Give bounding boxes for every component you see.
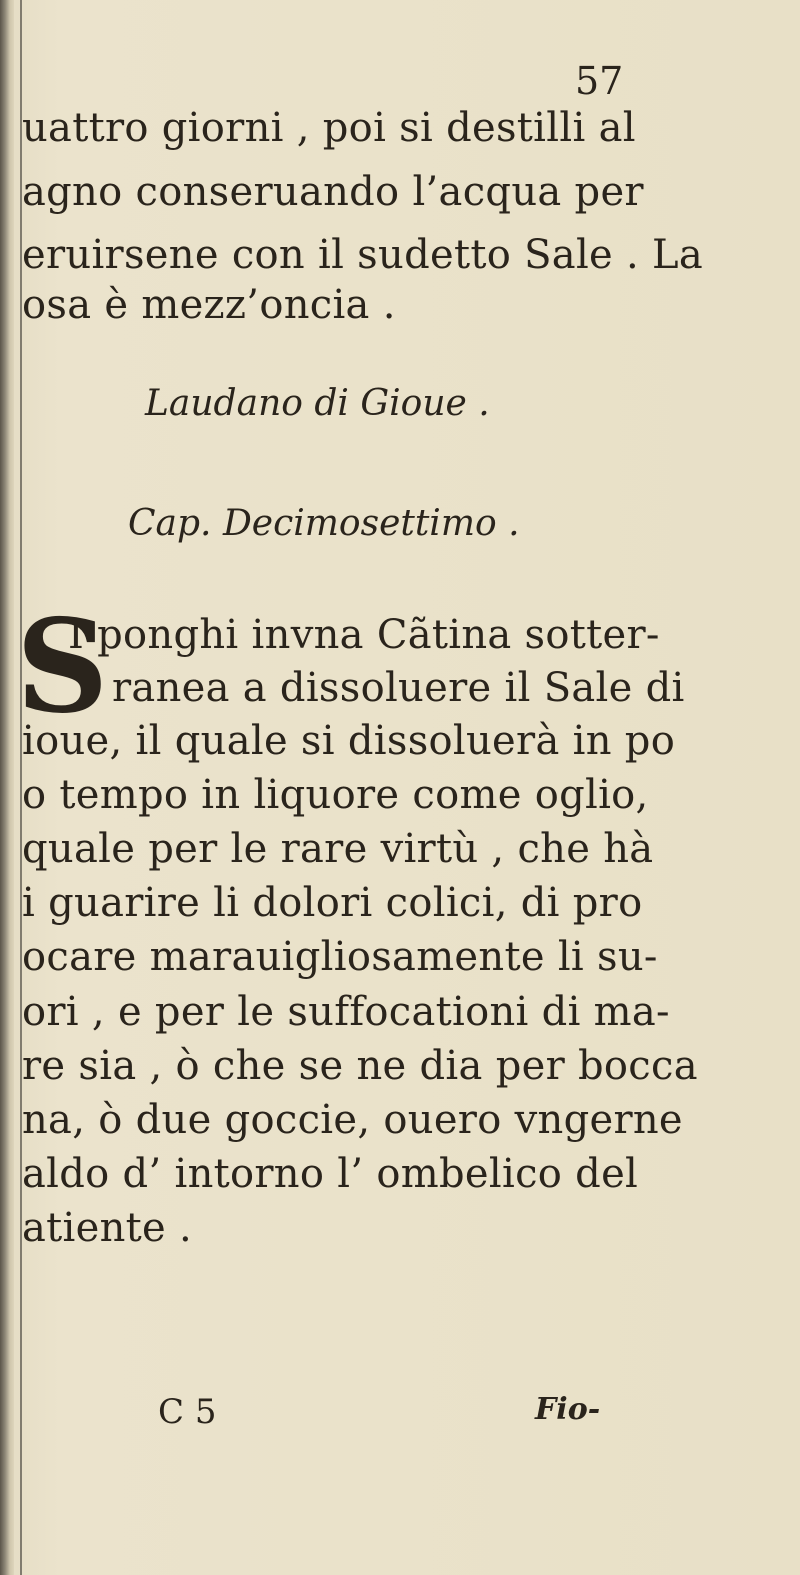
- chapter-heading: Cap. Decimosettimo .: [128, 503, 520, 544]
- text-line: I ponghi invna Cãtina sotter-: [68, 612, 660, 658]
- recipe-title: Laudano di Gioue .: [145, 383, 490, 424]
- signature-mark: C 5: [158, 1392, 217, 1432]
- binding-edge: [0, 0, 14, 1575]
- page-number: 57: [575, 59, 624, 103]
- text-line: ranea a dissoluere il Sale di: [112, 665, 685, 711]
- text-line: ioue, il quale si dissoluerà in po: [22, 718, 676, 764]
- text-line: re sia , ò che se ne dia per bocca: [22, 1043, 698, 1089]
- text-line: eruirsene con il sudetto Sale . La: [22, 232, 704, 278]
- text-line: na, ò due goccie, ouero vngerne: [22, 1097, 683, 1143]
- catchword: Fio-: [535, 1392, 601, 1427]
- text-line: atiente .: [22, 1205, 193, 1251]
- text-line: quale per le rare virtù , che hà: [22, 826, 654, 872]
- text-line: ori , e per le suffocationi di ma-: [22, 989, 670, 1035]
- text-line: osa è mezz’oncia .: [22, 282, 396, 328]
- drop-capital: S: [16, 592, 109, 742]
- text-line: i guarire li dolori colici, di pro: [22, 880, 643, 926]
- text-line: ocare marauigliosamente li su-: [22, 934, 658, 980]
- text-line: aldo d’ intorno l’ ombelico del: [22, 1151, 639, 1197]
- text-line: uattro giorni , poi si destilli al: [22, 105, 636, 151]
- text-line: agno conseruando l’acqua per: [22, 169, 644, 215]
- text-line: o tempo in liquore come oglio,: [22, 772, 649, 818]
